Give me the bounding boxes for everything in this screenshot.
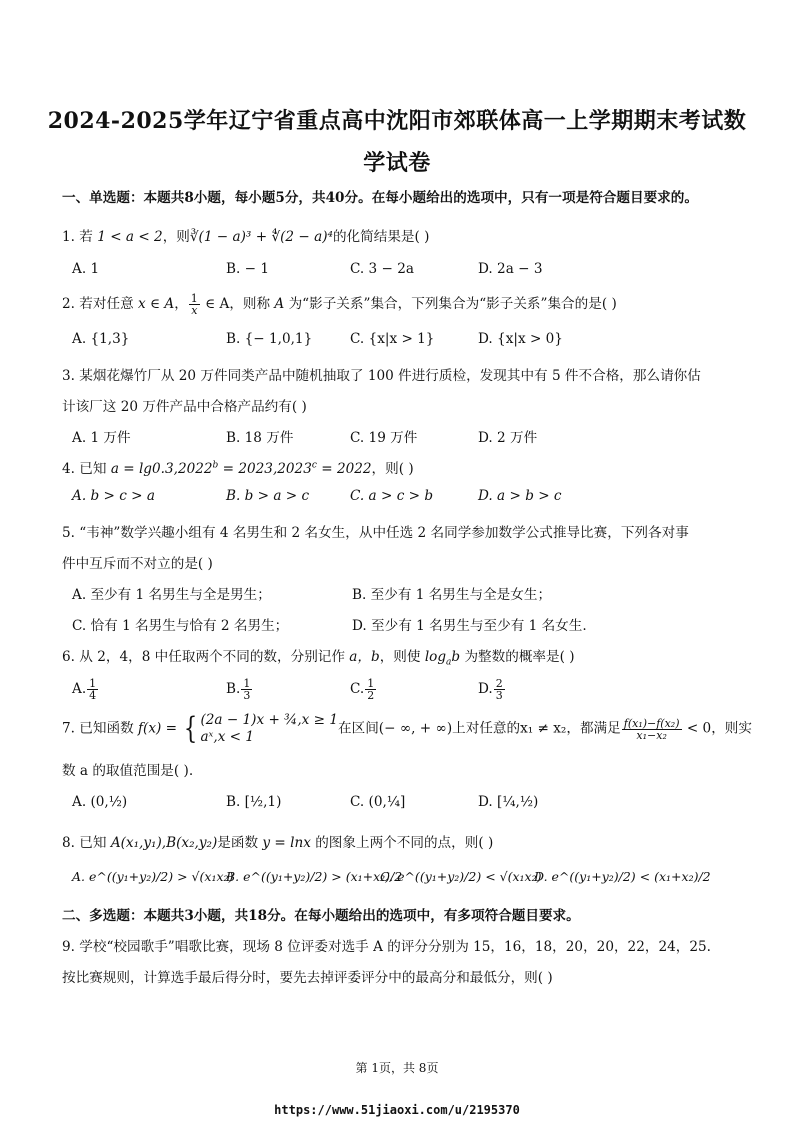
option-d: D. 2a − 3 xyxy=(478,261,543,277)
question-9-line1: 9. 学校“校园歌手”唱歌比赛，现场 8 位评委对选手 A 的评分分别为 15，16，18，20，20，22，24，25. xyxy=(62,939,711,955)
option-c: C. (0,¼] xyxy=(350,794,406,810)
question-5-line2: 件中互斥而不对立的是( ) xyxy=(62,556,213,572)
question-8: 8. 已知 A(x₁,y₁),B(x₂,y₂)是函数 y = lnx 的图象上两个不同的点，则( ) xyxy=(62,835,494,851)
option-d: D. [¼,½) xyxy=(478,794,539,810)
section-multi-choice: 二、多选题：本题共3小题，共18分。在每小题给出的选项中，有多项符合题目要求。 xyxy=(62,908,580,924)
option-c: C. 19 万件 xyxy=(350,430,418,446)
option-a: A. 至少有 1 名男生与全是男生； xyxy=(72,587,271,603)
exam-title-line2: 学试卷 xyxy=(363,150,431,176)
option-a: A. b > c > a xyxy=(72,488,155,504)
option-d: D. $\frac{2}{3}$ xyxy=(478,677,503,702)
option-d: D. 至少有 1 名男生与至少有 1 名女生. xyxy=(352,618,587,634)
option-b: B. 至少有 1 名男生与全是女生； xyxy=(352,587,552,603)
question-9-line2: 按比赛规则，计算选手最后得分时，要先去掉评委评分中的最高分和最低分，则( ) xyxy=(62,970,553,986)
option-b: B. $\frac{1}{3}$ xyxy=(226,677,251,702)
option-d: D. 2 万件 xyxy=(478,430,538,446)
option-a: A. 1 xyxy=(72,261,100,277)
page-footer: 第 1页，共 8页 xyxy=(355,1061,439,1075)
question-1: 1. 若 1 < a < 2，则∛(1 − a)³ + ∜(2 − a)⁴的化简结果是( ) xyxy=(62,229,430,245)
option-c: C. {x|x > 1} xyxy=(350,331,435,347)
question-5-options-row2 xyxy=(62,614,752,636)
question-8-options xyxy=(62,869,752,891)
question-7-line1: 7. 已知函数 f(x) = { (2a − 1)x + ¾,x ≥ 1 aˣ,x < 1 在区间(− ∞, + ∞)上对任意的x₁ ≠ x₂，都满足 $\frac{\text{f(x₁)−f(x₂)}}{\text{x₁−x₂}}$ < 0，则实 xyxy=(62,711,752,746)
option-d: D. a > b > c xyxy=(478,488,562,504)
option-a: A. 1 万件 xyxy=(72,430,131,446)
question-5-line1: 5. “韦神”数学兴趣小组有 4 名男生和 2 名女生，从中任选 2 名同学参加数学公式推导比赛，下列各对事 xyxy=(62,525,689,541)
question-3-line2: 计该厂这 20 万件产品中合格产品约有( ) xyxy=(62,399,307,415)
option-a: A. e^((y₁+y₂)/2) > √(x₁x₂) xyxy=(72,869,234,884)
question-7-line2: 数 a 的取值范围是( ). xyxy=(62,763,194,779)
question-7-options xyxy=(62,794,752,816)
option-c: C. 恰有 1 名男生与恰有 2 名男生； xyxy=(72,618,289,634)
option-c: C. $\frac{1}{2}$ xyxy=(350,677,375,702)
exam-title-line1: 2024-2025学年辽宁省重点高中沈阳市郊联体高一上学期期末考试数 xyxy=(47,108,747,134)
question-2: 2. 若对任意 x ∈ A， $\frac{1}{x}$ ∈ A，则称 A 为“影子关系”集合，下列集合为“影子关系”集合的是( ) xyxy=(62,292,617,317)
option-a: A. {1,3} xyxy=(72,331,130,347)
option-b: B. {− 1,0,1} xyxy=(226,331,313,347)
question-3-options xyxy=(62,426,752,448)
question-6: 6. 从 2，4，8 中任取两个不同的数，分别记作 a，b，则使 $\log_ab$ 为整数的概率是( ) xyxy=(62,649,575,668)
question-5-options-row1 xyxy=(62,583,752,605)
option-b: B. [½,1) xyxy=(226,794,282,810)
question-4-options xyxy=(62,488,752,510)
option-c: C. a > c > b xyxy=(350,488,434,504)
section-single-choice: 一、单选题：本题共8小题，每小题5分，共40分。在每小题给出的选项中，只有一项是符合题目要求的。 xyxy=(62,190,698,206)
option-b: B. − 1 xyxy=(226,261,269,277)
option-b: B. e^((y₁+y₂)/2) > (x₁+x₂)/2 xyxy=(226,869,403,884)
option-b: B. 18 万件 xyxy=(226,430,294,446)
option-c: C. 3 − 2a xyxy=(350,261,414,277)
question-6-options xyxy=(62,678,752,700)
watermark-url: https://www.51jiaoxi.com/u/2195370 xyxy=(274,1103,520,1117)
question-3-line1: 3. 某烟花爆竹厂从 20 万件同类产品中随机抽取了 100 件进行质检，发现其中有 5 件不合格，那么请你估 xyxy=(62,368,701,384)
option-d: D. e^((y₁+y₂)/2) < (x₁+x₂)/2 xyxy=(534,869,711,884)
question-4: 4. 已知 a = lg0.3,2022$^b$ = 2023,2023$^c$ = 2022，则( ) xyxy=(62,460,414,477)
option-d: D. {x|x > 0} xyxy=(478,331,563,347)
question-2-options xyxy=(62,331,752,353)
option-c: C. e^((y₁+y₂)/2) < √(x₁x₂) xyxy=(380,869,542,884)
question-1-options xyxy=(62,261,752,283)
option-b: B. b > a > c xyxy=(226,488,310,504)
option-a: A. $\frac{1}{4}$ xyxy=(72,677,97,702)
option-a: A. (0,½) xyxy=(72,794,128,810)
